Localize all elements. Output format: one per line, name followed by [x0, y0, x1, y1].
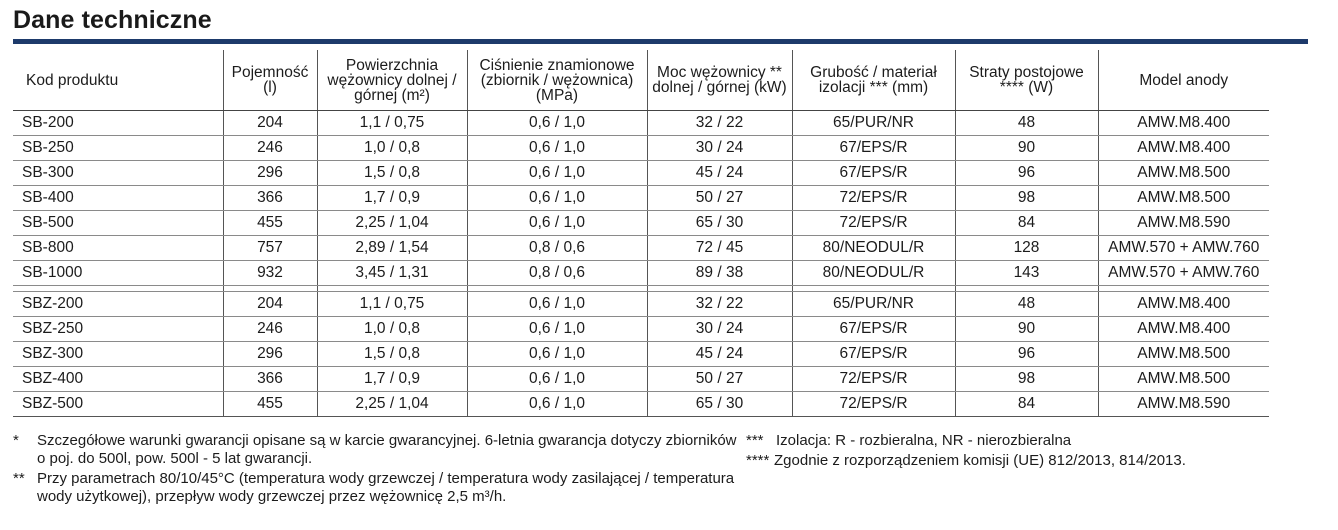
cell-coil-power: 65 / 30 — [647, 211, 792, 236]
cell-anode-model: AMW.M8.400 — [1098, 317, 1269, 342]
cell-rated-pressure: 0,6 / 1,0 — [467, 342, 647, 367]
cell-insulation: 80/NEODUL/R — [792, 261, 955, 286]
cell-standby-loss: 84 — [955, 211, 1098, 236]
footnote-text: Szczegółowe warunki gwarancji opisane są w karcie gwarancyjnej. 6-letnia gwarancja dotyczy zbiorników o poj. do 500l, pow. 500l - 5 lat gwarancji. — [37, 432, 737, 467]
cell-product-code: SBZ-400 — [13, 367, 223, 392]
column-header-anode-model: Model anody — [1098, 50, 1269, 111]
cell-capacity: 296 — [223, 342, 317, 367]
cell-insulation: 72/EPS/R — [792, 392, 955, 417]
cell-product-code: SB-400 — [13, 186, 223, 211]
cell-insulation: 72/EPS/R — [792, 367, 955, 392]
cell-standby-loss: 98 — [955, 367, 1098, 392]
footnote-parameters — [13, 470, 738, 506]
cell-anode-model: AMW.570 + AMW.760 — [1098, 236, 1269, 261]
footnotes-right — [746, 432, 1326, 472]
technical-data-table — [13, 50, 1269, 417]
cell-capacity: 366 — [223, 186, 317, 211]
cell-rated-pressure: 0,8 / 0,6 — [467, 236, 647, 261]
cell-standby-loss: 90 — [955, 136, 1098, 161]
cell-coil-surface: 1,1 / 0,75 — [317, 292, 467, 317]
cell-anode-model: AMW.M8.400 — [1098, 136, 1269, 161]
cell-anode-model: AMW.570 + AMW.760 — [1098, 261, 1269, 286]
table-row — [13, 317, 1269, 342]
cell-insulation: 72/EPS/R — [792, 186, 955, 211]
cell-insulation: 65/PUR/NR — [792, 111, 955, 136]
cell-standby-loss: 48 — [955, 292, 1098, 317]
cell-product-code: SB-500 — [13, 211, 223, 236]
cell-coil-surface: 1,7 / 0,9 — [317, 186, 467, 211]
cell-coil-power: 50 / 27 — [647, 367, 792, 392]
footnote-text: Zgodnie z rozporządzeniem komisji (UE) 812/2013, 814/2013. — [774, 452, 1186, 469]
column-header-coil-surface: Powierzchnia wężownicy dolnej / górnej (m²) — [317, 50, 467, 111]
cell-coil-power: 30 / 24 — [647, 136, 792, 161]
cell-insulation: 65/PUR/NR — [792, 292, 955, 317]
column-header-coil-power: Moc wężownicy ** dolnej / górnej (kW) — [647, 50, 792, 111]
cell-anode-model: AMW.M8.500 — [1098, 367, 1269, 392]
cell-product-code: SB-200 — [13, 111, 223, 136]
cell-coil-power: 72 / 45 — [647, 236, 792, 261]
cell-coil-surface: 1,5 / 0,8 — [317, 161, 467, 186]
cell-capacity: 204 — [223, 111, 317, 136]
cell-coil-surface: 1,0 / 0,8 — [317, 317, 467, 342]
cell-standby-loss: 90 — [955, 317, 1098, 342]
cell-coil-power: 65 / 30 — [647, 392, 792, 417]
cell-coil-surface: 1,1 / 0,75 — [317, 111, 467, 136]
cell-coil-power: 32 / 22 — [647, 292, 792, 317]
cell-coil-surface: 1,0 / 0,8 — [317, 136, 467, 161]
cell-coil-power: 89 / 38 — [647, 261, 792, 286]
cell-coil-surface: 1,7 / 0,9 — [317, 367, 467, 392]
cell-rated-pressure: 0,6 / 1,0 — [467, 111, 647, 136]
cell-coil-surface: 2,25 / 1,04 — [317, 211, 467, 236]
footnote-mark: * — [13, 432, 19, 449]
cell-insulation: 72/EPS/R — [792, 211, 955, 236]
cell-coil-surface: 3,45 / 1,31 — [317, 261, 467, 286]
cell-rated-pressure: 0,6 / 1,0 — [467, 292, 647, 317]
table-row — [13, 392, 1269, 417]
cell-coil-surface: 2,25 / 1,04 — [317, 392, 467, 417]
cell-coil-power: 32 / 22 — [647, 111, 792, 136]
column-header-insulation: Grubość / materiał izolacji *** (mm) — [792, 50, 955, 111]
cell-anode-model: AMW.M8.400 — [1098, 292, 1269, 317]
cell-insulation: 67/EPS/R — [792, 342, 955, 367]
cell-anode-model: AMW.M8.590 — [1098, 211, 1269, 236]
cell-insulation: 67/EPS/R — [792, 317, 955, 342]
cell-capacity: 246 — [223, 136, 317, 161]
title-divider — [13, 39, 1308, 44]
cell-standby-loss: 128 — [955, 236, 1098, 261]
cell-capacity: 204 — [223, 292, 317, 317]
cell-rated-pressure: 0,6 / 1,0 — [467, 161, 647, 186]
cell-product-code: SBZ-200 — [13, 292, 223, 317]
cell-rated-pressure: 0,6 / 1,0 — [467, 367, 647, 392]
cell-product-code: SB-1000 — [13, 261, 223, 286]
cell-product-code: SBZ-500 — [13, 392, 223, 417]
cell-rated-pressure: 0,6 / 1,0 — [467, 136, 647, 161]
cell-product-code: SBZ-300 — [13, 342, 223, 367]
cell-capacity: 455 — [223, 392, 317, 417]
cell-coil-power: 30 / 24 — [647, 317, 792, 342]
cell-anode-model: AMW.M8.500 — [1098, 161, 1269, 186]
cell-capacity: 366 — [223, 367, 317, 392]
footnote-insulation — [746, 432, 1326, 450]
cell-coil-power: 50 / 27 — [647, 186, 792, 211]
table-row — [13, 161, 1269, 186]
cell-insulation: 67/EPS/R — [792, 136, 955, 161]
footnote-warranty — [13, 432, 738, 468]
cell-anode-model: AMW.M8.400 — [1098, 111, 1269, 136]
cell-capacity: 757 — [223, 236, 317, 261]
cell-capacity: 932 — [223, 261, 317, 286]
table-row — [13, 211, 1269, 236]
cell-coil-power: 45 / 24 — [647, 342, 792, 367]
table-row — [13, 136, 1269, 161]
footnote-mark: **** — [746, 452, 770, 469]
cell-rated-pressure: 0,6 / 1,0 — [467, 186, 647, 211]
cell-coil-power: 45 / 24 — [647, 161, 792, 186]
footnotes-left — [13, 432, 738, 508]
table-row — [13, 367, 1269, 392]
cell-product-code: SB-800 — [13, 236, 223, 261]
cell-insulation: 80/NEODUL/R — [792, 236, 955, 261]
cell-standby-loss: 84 — [955, 392, 1098, 417]
column-header-rated-pressure: Ciśnienie znamionowe (zbiornik / wężownica) (MPa) — [467, 50, 647, 111]
footnote-text: Izolacja: R - rozbieralna, NR - nierozbieralna — [776, 432, 1072, 449]
cell-coil-surface: 1,5 / 0,8 — [317, 342, 467, 367]
page-title: Dane techniczne — [13, 6, 212, 34]
table-row — [13, 292, 1269, 317]
table-row — [13, 261, 1269, 286]
cell-anode-model: AMW.M8.500 — [1098, 342, 1269, 367]
footnote-mark: *** — [746, 432, 764, 449]
column-header-product-code: Kod produktu — [13, 50, 223, 111]
cell-product-code: SBZ-250 — [13, 317, 223, 342]
cell-standby-loss: 98 — [955, 186, 1098, 211]
cell-rated-pressure: 0,6 / 1,0 — [467, 211, 647, 236]
cell-standby-loss: 96 — [955, 342, 1098, 367]
cell-capacity: 455 — [223, 211, 317, 236]
table-body — [13, 111, 1269, 417]
cell-insulation: 67/EPS/R — [792, 161, 955, 186]
cell-rated-pressure: 0,6 / 1,0 — [467, 392, 647, 417]
cell-rated-pressure: 0,6 / 1,0 — [467, 317, 647, 342]
footnote-regulation — [746, 452, 1326, 470]
table-header-row — [13, 50, 1269, 111]
footnote-text: Przy parametrach 80/10/45°C (temperatura wody grzewczej / temperatura wody zasilającej / temperatura wody użytkowej), przepływ wody grzewczej przez wężownicę 2,5 m³/h. — [37, 470, 735, 505]
column-header-standby-loss: Straty postojowe **** (W) — [955, 50, 1098, 111]
column-header-capacity: Pojemność (l) — [223, 50, 317, 111]
cell-standby-loss: 48 — [955, 111, 1098, 136]
cell-standby-loss: 96 — [955, 161, 1098, 186]
cell-product-code: SB-300 — [13, 161, 223, 186]
cell-product-code: SB-250 — [13, 136, 223, 161]
footnote-mark: ** — [13, 470, 25, 487]
cell-anode-model: AMW.M8.500 — [1098, 186, 1269, 211]
cell-capacity: 246 — [223, 317, 317, 342]
cell-rated-pressure: 0,8 / 0,6 — [467, 261, 647, 286]
cell-standby-loss: 143 — [955, 261, 1098, 286]
cell-anode-model: AMW.M8.590 — [1098, 392, 1269, 417]
cell-coil-surface: 2,89 / 1,54 — [317, 236, 467, 261]
table-row — [13, 236, 1269, 261]
table-row — [13, 111, 1269, 136]
table-row — [13, 342, 1269, 367]
table-row — [13, 186, 1269, 211]
cell-capacity: 296 — [223, 161, 317, 186]
